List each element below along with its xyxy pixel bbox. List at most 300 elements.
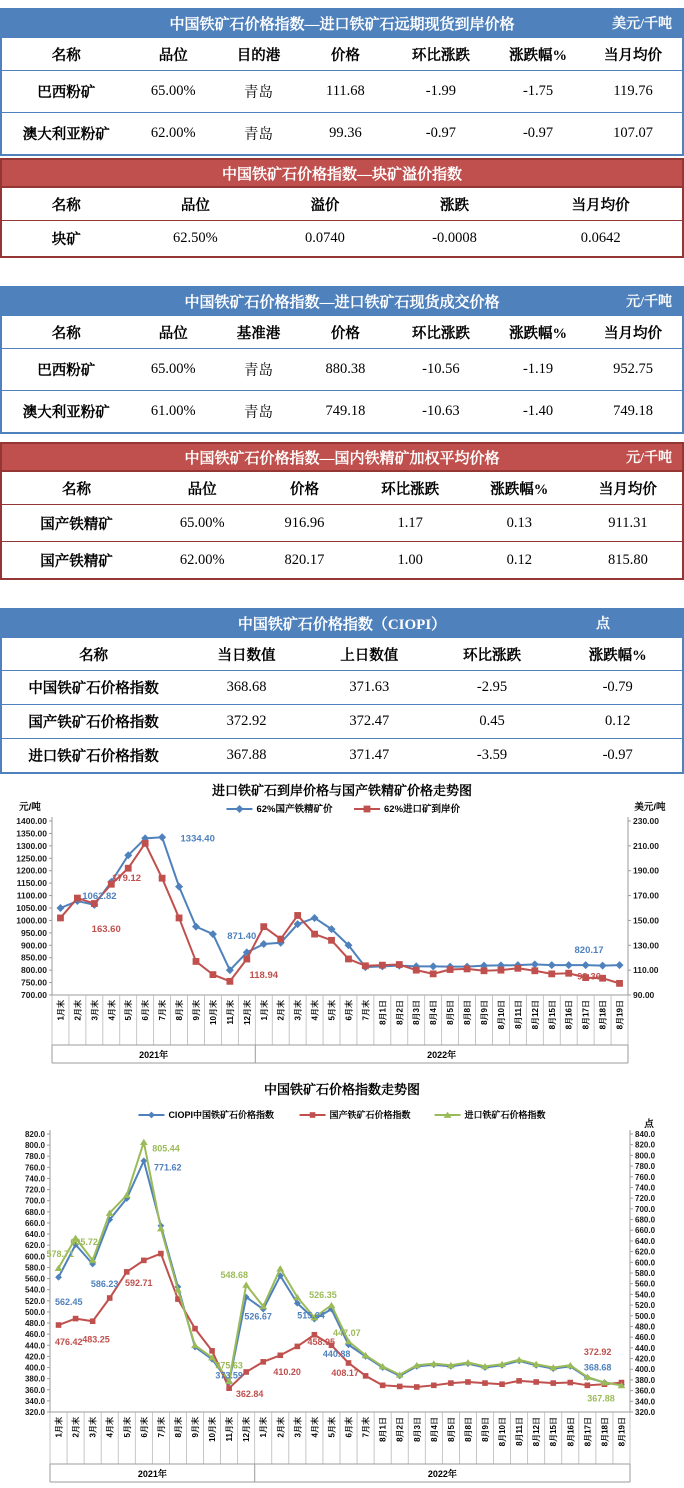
svg-text:700.00: 700.00 (21, 990, 47, 1000)
legend-label: 国产铁矿石价格指数 (329, 1110, 411, 1120)
x-tick-label: 7月末 (361, 1417, 371, 1438)
row-name-cell: 国产铁精矿 (1, 542, 151, 580)
data-label: 592.71 (124, 1278, 153, 1289)
svg-text:360.0: 360.0 (24, 1385, 45, 1395)
svg-text:130.00: 130.00 (633, 940, 659, 951)
x-tick-label: 8月末 (173, 1417, 183, 1438)
svg-text:1000.00: 1000.00 (16, 915, 47, 926)
value-cell: 371.47 (308, 739, 431, 774)
table-row (1, 71, 683, 113)
data-label: 118.94 (249, 970, 279, 982)
svg-text:380.0: 380.0 (24, 1374, 45, 1384)
svg-text:820.0: 820.0 (635, 1140, 656, 1150)
x-tick-label: 5月末 (327, 1000, 337, 1021)
svg-text:560.0: 560.0 (635, 1279, 656, 1289)
x-tick-label: 8月5日 (446, 1417, 456, 1442)
column-header: 价格 (301, 315, 390, 349)
svg-text:720.0: 720.0 (635, 1194, 656, 1204)
legend-label: CIOPI中国铁矿石价格指数 (168, 1110, 274, 1120)
data-label: 408.17 (331, 1368, 359, 1379)
value-cell: 916.96 (253, 505, 355, 542)
x-tick-label: 7月末 (158, 1000, 168, 1021)
column-header: 品位 (151, 471, 253, 505)
value-cell: 青岛 (216, 391, 301, 434)
value-cell: -2.95 (431, 671, 554, 705)
column-header: 涨跌幅% (492, 315, 584, 349)
x-tick-label: 10月末 (208, 1417, 218, 1442)
data-label: 483.25 (82, 1334, 110, 1345)
svg-text:820.0: 820.0 (24, 1130, 45, 1139)
data-label: 526.35 (309, 1290, 337, 1301)
x-tick-label: 8月19日 (615, 1000, 625, 1030)
x-tick-label: 8月11日 (515, 1417, 525, 1446)
svg-text:850.00: 850.00 (21, 952, 47, 963)
value-cell: 65.00% (131, 71, 216, 113)
x-tick-label: 8月16日 (566, 1417, 576, 1447)
table-title: 中国铁矿石价格指数—进口铁矿石远期现货到岸价格 (169, 16, 515, 33)
data-label: 515.64 (297, 1310, 325, 1321)
svg-text:800.0: 800.0 (24, 1141, 45, 1151)
svg-text:540.0: 540.0 (24, 1285, 45, 1295)
data-label: 871.40 (227, 930, 257, 942)
svg-text:620.0: 620.0 (635, 1247, 656, 1257)
svg-text:440.0: 440.0 (24, 1341, 45, 1351)
x-tick-label: 8月17日 (581, 1000, 591, 1030)
svg-text:1050.00: 1050.00 (16, 903, 47, 913)
row-name-cell: 国产铁精矿 (1, 505, 151, 542)
table-title: 中国铁矿石价格指数（CIOPI） (237, 616, 447, 633)
svg-text:340.0: 340.0 (24, 1396, 45, 1406)
table-row (1, 349, 683, 391)
x-tick-label: 3月末 (88, 1417, 98, 1438)
column-header: 品位 (131, 37, 216, 71)
column-header: 涨跌幅% (492, 37, 584, 71)
legend-item (300, 1109, 411, 1120)
row-name-cell: 澳大利亚粉矿 (1, 113, 131, 156)
x-tick-label: 8月15日 (547, 1000, 557, 1030)
value-cell: 111.68 (301, 71, 390, 113)
x-tick-label: 11月末 (225, 1417, 235, 1442)
data-label: 410.20 (273, 1366, 301, 1377)
x-tick-label: 4月末 (310, 1000, 320, 1021)
x-tick-label: 4月末 (105, 1417, 115, 1438)
column-header: 上日数值 (308, 637, 431, 671)
x-tick-label: 8月9日 (480, 1000, 489, 1025)
x-axis-labels (50, 1412, 630, 1482)
svg-text:700.0: 700.0 (24, 1196, 45, 1206)
value-cell: 62.00% (131, 113, 216, 156)
table-row (1, 113, 683, 156)
chart-title: 中国铁矿石价格指数走势图 (263, 1082, 421, 1097)
row-name-cell: 进口铁矿石价格指数 (1, 739, 185, 774)
table-unit: 元/千吨 (626, 295, 672, 310)
value-cell: 0.0642 (519, 221, 683, 258)
column-header: 环比涨跌 (356, 471, 465, 505)
value-cell: 0.13 (465, 505, 574, 542)
column-header: 名称 (1, 37, 131, 71)
table-unit: 美元/千吨 (612, 17, 672, 32)
x-tick-label: 6月末 (344, 1417, 354, 1438)
value-cell: 367.88 (185, 739, 308, 774)
x-tick-label: 8月15日 (549, 1417, 559, 1447)
x-tick-label: 5月末 (124, 1000, 134, 1021)
legend-label: 62%进口矿到岸价 (384, 804, 461, 815)
svg-text:170.00: 170.00 (633, 890, 659, 901)
svg-text:440.0: 440.0 (635, 1343, 656, 1353)
data-label: 605.72 (70, 1236, 98, 1247)
row-name-cell: 澳大利亚粉矿 (1, 391, 131, 434)
svg-text:110.00: 110.00 (633, 965, 659, 976)
svg-text:780.0: 780.0 (24, 1152, 45, 1162)
svg-text:760.0: 760.0 (635, 1172, 656, 1182)
data-label: 586.23 (90, 1279, 119, 1290)
chart-title: 进口铁矿石到岸价格与国产铁精矿价格走势图 (211, 783, 473, 798)
column-header: 名称 (1, 315, 131, 349)
svg-text:680.0: 680.0 (24, 1207, 45, 1217)
x-tick-label: 8月1日 (378, 1417, 388, 1442)
column-header: 涨跌幅% (465, 471, 574, 505)
data-label: 375.63 (215, 1360, 243, 1371)
value-cell: 815.80 (574, 542, 683, 580)
x-tick-label: 5月末 (122, 1417, 132, 1438)
svg-text:460.0: 460.0 (24, 1330, 45, 1340)
svg-text:360.0: 360.0 (635, 1386, 656, 1396)
x-tick-label: 8月3日 (412, 1417, 422, 1442)
x-tick-label: 8月11日 (513, 1000, 523, 1029)
column-header: 环比涨跌 (431, 637, 554, 671)
data-label: 458.95 (307, 1336, 336, 1347)
value-cell: 99.36 (301, 113, 390, 156)
svg-text:1300.00: 1300.00 (16, 840, 47, 851)
data-label: 562.45 (54, 1296, 83, 1307)
data-label: 99.36 (577, 971, 601, 983)
column-header: 涨跌 (390, 187, 520, 221)
data-label: 805.44 (152, 1143, 180, 1154)
column-header: 当月均价 (574, 471, 683, 505)
year-group-label: 2021年 (137, 1469, 167, 1479)
value-cell: 820.17 (253, 542, 355, 580)
table-row (1, 542, 683, 580)
value-cell: 0.12 (465, 542, 574, 580)
x-tick-label: 8月4日 (429, 1000, 439, 1025)
svg-text:840.0: 840.0 (635, 1130, 656, 1139)
svg-text:320.0: 320.0 (635, 1408, 656, 1417)
value-cell: 952.75 (584, 349, 683, 391)
import-forward-price-table (0, 8, 684, 156)
legend-item (226, 803, 333, 815)
value-cell: -0.97 (492, 113, 584, 156)
table-title-bar (1, 159, 683, 187)
svg-text:520.0: 520.0 (24, 1296, 45, 1306)
column-header: 当月均价 (584, 315, 683, 349)
table-header-row (1, 637, 683, 671)
x-tick-label: 3月末 (293, 1000, 303, 1021)
axes (52, 817, 628, 995)
svg-text:540.0: 540.0 (635, 1290, 656, 1300)
column-header: 环比涨跌 (390, 37, 492, 71)
table-title-bar (1, 443, 683, 471)
x-tick-label: 11月末 (225, 1000, 235, 1025)
value-cell: -10.63 (390, 391, 492, 434)
data-label: 476.42 (54, 1336, 83, 1347)
column-header: 名称 (1, 637, 185, 671)
value-cell: 青岛 (216, 71, 301, 113)
row-name-cell: 中国铁矿石价格指数 (1, 671, 185, 705)
table-header-row (1, 315, 683, 349)
table-title: 中国铁矿石价格指数—国内铁精矿加权平均价格 (184, 450, 500, 467)
column-header: 当月均价 (584, 37, 683, 71)
value-cell: 368.68 (185, 671, 308, 705)
svg-text:320.0: 320.0 (24, 1408, 45, 1417)
value-cell: 749.18 (301, 391, 390, 434)
svg-text:640.0: 640.0 (635, 1236, 656, 1246)
axis-unit-label: 美元/吨 (634, 802, 666, 813)
data-label: 548.68 (220, 1270, 249, 1281)
svg-text:340.0: 340.0 (635, 1397, 656, 1407)
x-tick-label: 8月2日 (395, 1000, 405, 1025)
svg-text:700.0: 700.0 (635, 1204, 656, 1214)
svg-text:680.0: 680.0 (635, 1215, 656, 1225)
x-tick-label: 6月末 (141, 1000, 151, 1021)
value-cell: -0.97 (553, 739, 683, 774)
svg-text:1350.00: 1350.00 (16, 828, 47, 839)
value-cell: -1.40 (492, 391, 584, 434)
axis-unit-label: 元/吨 (19, 802, 41, 813)
x-tick-label: 12月末 (242, 1417, 252, 1442)
value-cell: 青岛 (216, 349, 301, 391)
svg-text:230.00: 230.00 (633, 816, 659, 826)
right-axis-labels (630, 1130, 656, 1417)
x-tick-label: 8月19日 (617, 1417, 627, 1447)
column-header: 目的港 (216, 37, 301, 71)
value-cell: -1.99 (390, 71, 492, 113)
value-cell: -3.59 (431, 739, 554, 774)
x-tick-label: 3月末 (90, 1000, 100, 1021)
column-header: 当月均价 (519, 187, 683, 221)
value-cell: 62.50% (131, 221, 261, 258)
svg-text:740.0: 740.0 (635, 1183, 656, 1193)
svg-text:720.0: 720.0 (24, 1185, 45, 1195)
x-tick-label: 10月末 (208, 1000, 218, 1025)
table-row (1, 739, 683, 774)
value-cell: 880.38 (301, 349, 390, 391)
column-header: 基准港 (216, 315, 301, 349)
value-cell: -1.75 (492, 71, 584, 113)
x-tick-label: 3月末 (293, 1417, 303, 1438)
data-label: 367.88 (587, 1393, 615, 1404)
value-cell: 911.31 (574, 505, 683, 542)
data-label: 447.07 (333, 1328, 361, 1339)
legend-item (354, 803, 461, 815)
legend-label: 进口铁矿石价格指数 (464, 1110, 546, 1120)
column-header: 名称 (1, 187, 131, 221)
x-tick-label: 8月2日 (395, 1417, 405, 1442)
svg-text:210.00: 210.00 (633, 840, 659, 851)
right-axis-labels (628, 816, 659, 1000)
x-tick-label: 8月8日 (463, 1417, 473, 1442)
x-tick-label: 8月12日 (532, 1417, 542, 1447)
data-label: 373.59 (215, 1370, 243, 1381)
value-cell: 0.0740 (260, 221, 390, 258)
chart-legend (226, 803, 460, 815)
column-header: 当日数值 (185, 637, 308, 671)
x-axis-labels (52, 995, 628, 1063)
value-cell: 107.07 (584, 113, 683, 156)
year-group-label: 2021年 (139, 1050, 169, 1060)
svg-text:380.0: 380.0 (635, 1375, 656, 1385)
x-tick-label: 1月末 (259, 1417, 269, 1438)
column-header: 溢价 (260, 187, 390, 221)
column-header: 涨跌幅% (553, 637, 683, 671)
chart-legend (138, 1109, 545, 1120)
x-tick-label: 8月10日 (496, 1000, 506, 1030)
left-axis-labels (16, 816, 52, 1000)
value-cell: 61.00% (131, 391, 216, 434)
x-tick-label: 2月末 (276, 1000, 286, 1021)
svg-text:150.00: 150.00 (633, 915, 659, 926)
value-cell: 371.63 (308, 671, 431, 705)
x-tick-label: 8月8日 (463, 1000, 473, 1025)
value-cell: -0.0008 (390, 221, 520, 258)
svg-text:1400.00: 1400.00 (16, 816, 47, 826)
x-tick-label: 1月末 (54, 1417, 64, 1438)
data-labels (82, 833, 603, 982)
value-cell: 65.00% (131, 349, 216, 391)
value-cell: 62.00% (151, 542, 253, 580)
table-row (1, 505, 683, 542)
table-unit: 点 (596, 617, 610, 632)
data-label: 362.84 (235, 1389, 264, 1400)
value-cell: 0.12 (553, 705, 683, 739)
value-cell: 青岛 (216, 113, 301, 156)
x-tick-label: 8月16日 (564, 1000, 574, 1030)
table-row (1, 705, 683, 739)
data-label: 820.17 (574, 944, 604, 956)
table-title: 中国铁矿石价格指数—进口铁矿石现货成交价格 (184, 294, 500, 311)
svg-text:640.0: 640.0 (24, 1230, 45, 1240)
x-tick-label: 8月3日 (412, 1000, 422, 1025)
svg-text:400.0: 400.0 (635, 1365, 656, 1375)
lump-premium-index-table (0, 158, 684, 258)
data-label: 771.62 (153, 1162, 182, 1173)
x-tick-label: 1月末 (259, 1000, 269, 1021)
ciopi-index-table (0, 608, 684, 774)
svg-text:1100.00: 1100.00 (16, 890, 47, 901)
svg-text:780.0: 780.0 (635, 1162, 656, 1172)
svg-text:660.0: 660.0 (24, 1218, 45, 1228)
x-tick-label: 5月末 (327, 1417, 337, 1438)
x-tick-label: 9月末 (192, 1000, 201, 1021)
svg-text:460.0: 460.0 (635, 1333, 656, 1343)
ciopi-index-trend-chart (0, 1078, 684, 1486)
column-header: 价格 (301, 37, 390, 71)
table-header-row (1, 37, 683, 71)
value-cell: 1.00 (356, 542, 465, 580)
value-cell: 119.76 (584, 71, 683, 113)
legend-item (138, 1109, 274, 1120)
data-label: 1334.40 (180, 833, 215, 845)
value-cell: 65.00% (151, 505, 253, 542)
svg-text:480.0: 480.0 (24, 1319, 45, 1329)
svg-text:800.00: 800.00 (21, 965, 47, 976)
x-tick-label: 8月9日 (481, 1417, 490, 1442)
legend-item (435, 1109, 546, 1120)
column-header: 品位 (131, 315, 216, 349)
legend-label: 62%国产铁精矿价 (256, 804, 333, 815)
svg-text:400.0: 400.0 (24, 1363, 45, 1373)
x-tick-label: 1月末 (56, 1000, 66, 1021)
data-label: 163.60 (91, 924, 121, 936)
x-tick-label: 7月末 (156, 1417, 166, 1438)
x-tick-label: 8月18日 (600, 1417, 610, 1447)
svg-text:1150.00: 1150.00 (16, 878, 47, 889)
svg-text:500.0: 500.0 (24, 1307, 45, 1317)
svg-text:600.0: 600.0 (24, 1252, 45, 1262)
x-tick-label: 8月4日 (429, 1417, 439, 1442)
column-header: 名称 (1, 471, 151, 505)
data-label: 1062.82 (82, 891, 117, 903)
svg-text:800.0: 800.0 (635, 1151, 656, 1161)
x-tick-label: 6月末 (139, 1417, 149, 1438)
x-tick-label: 8月17日 (583, 1417, 593, 1447)
svg-text:740.0: 740.0 (24, 1174, 45, 1184)
svg-text:500.0: 500.0 (635, 1311, 656, 1321)
domestic-concentrate-price-table (0, 442, 684, 580)
column-header: 价格 (253, 471, 355, 505)
value-cell: -0.79 (553, 671, 683, 705)
x-tick-label: 2月末 (276, 1417, 286, 1438)
table-title-bar (1, 9, 683, 37)
table-unit: 元/千吨 (626, 451, 672, 466)
svg-text:600.0: 600.0 (635, 1258, 656, 1268)
svg-text:580.0: 580.0 (635, 1269, 656, 1278)
data-label: 440.88 (322, 1349, 351, 1360)
value-cell: 749.18 (584, 391, 683, 434)
svg-text:90.00: 90.00 (633, 990, 655, 1000)
x-tick-label: 8月5日 (446, 1000, 456, 1025)
row-name-cell: 块矿 (1, 221, 131, 258)
svg-text:520.0: 520.0 (635, 1301, 656, 1311)
x-tick-label: 8月末 (175, 1000, 185, 1021)
x-tick-label: 8月12日 (530, 1000, 540, 1030)
axis-unit-label: 点 (644, 1119, 654, 1130)
svg-text:580.0: 580.0 (24, 1263, 45, 1273)
x-tick-label: 2月末 (71, 1417, 81, 1438)
table-header-row (1, 471, 683, 505)
svg-text:420.0: 420.0 (635, 1354, 656, 1364)
svg-text:760.0: 760.0 (24, 1163, 45, 1173)
x-tick-label: 8月1日 (378, 1000, 388, 1025)
table-row (1, 671, 683, 705)
svg-text:950.00: 950.00 (21, 927, 47, 938)
x-tick-label: 8月18日 (598, 1000, 608, 1030)
svg-text:480.0: 480.0 (635, 1322, 656, 1332)
import-vs-domestic-price-trend-chart (0, 779, 684, 1075)
x-tick-label: 12月末 (242, 1000, 252, 1025)
value-cell: 372.92 (185, 705, 308, 739)
import-spot-deal-price-table (0, 286, 684, 434)
row-name-cell: 巴西粉矿 (1, 71, 131, 113)
left-axis-labels (25, 1130, 50, 1417)
row-name-cell: 国产铁矿石价格指数 (1, 705, 185, 739)
data-label: 578.71 (46, 1249, 75, 1260)
table-title-bar (1, 609, 683, 637)
x-tick-label: 7月末 (361, 1000, 371, 1021)
value-cell: -1.19 (492, 349, 584, 391)
data-label: 179.12 (112, 873, 142, 885)
svg-text:900.00: 900.00 (21, 940, 47, 951)
row-name-cell: 巴西粉矿 (1, 349, 131, 391)
